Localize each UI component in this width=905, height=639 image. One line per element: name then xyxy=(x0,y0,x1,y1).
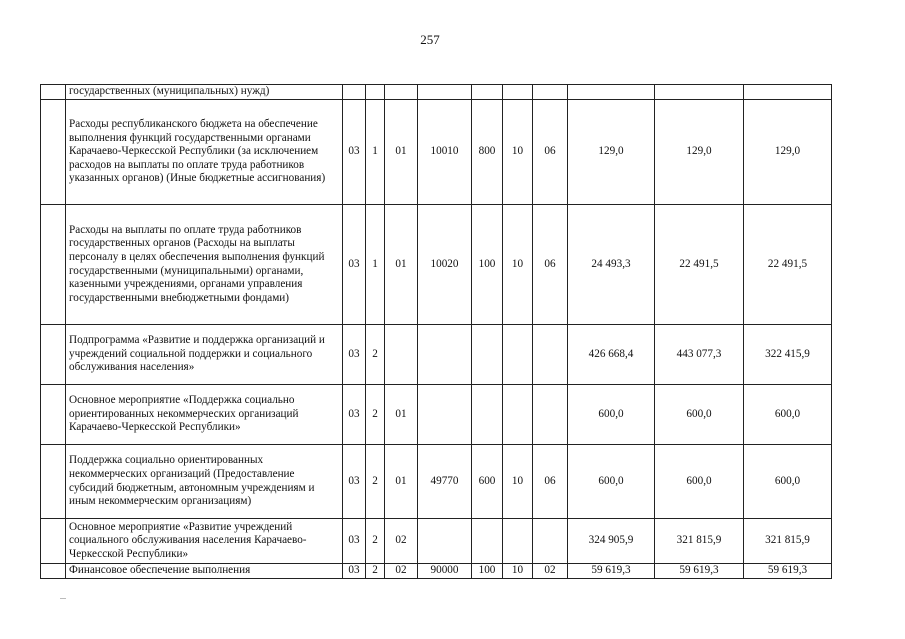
amount-year-3-cell xyxy=(744,85,832,100)
program-code-cell: 03 xyxy=(343,205,366,325)
direction-code-cell xyxy=(418,85,472,100)
section-code-cell xyxy=(503,85,533,100)
description-cell: Основное мероприятие «Поддержка социально ориентированных некоммерческих организаций Карачаево-Черкесской Республики» xyxy=(66,385,343,445)
description-cell: государственных (муниципальных) нужд) xyxy=(66,85,343,100)
expense-type-cell: 800 xyxy=(472,100,503,205)
amount-year-3-cell: 600,0 xyxy=(744,385,832,445)
table-row xyxy=(41,445,832,519)
subprogram-code-cell xyxy=(366,85,385,100)
expense-type-cell: 600 xyxy=(472,445,503,519)
amount-year-1-cell: 426 668,4 xyxy=(568,325,655,385)
amount-year-2-cell: 22 491,5 xyxy=(655,205,744,325)
activity-code-cell xyxy=(385,325,418,385)
table-row xyxy=(41,205,832,325)
table-row xyxy=(41,100,832,205)
activity-code-cell: 01 xyxy=(385,385,418,445)
section-code-cell: 10 xyxy=(503,100,533,205)
expense-type-cell xyxy=(472,85,503,100)
section-code-cell: 10 xyxy=(503,445,533,519)
amount-year-3-cell: 322 415,9 xyxy=(744,325,832,385)
amount-year-1-cell: 600,0 xyxy=(568,385,655,445)
amount-year-2-cell: 129,0 xyxy=(655,100,744,205)
row-index-cell xyxy=(41,325,66,385)
activity-code-cell xyxy=(385,85,418,100)
row-index-cell xyxy=(41,205,66,325)
activity-code-cell: 01 xyxy=(385,445,418,519)
direction-code-cell: 49770 xyxy=(418,445,472,519)
amount-year-2-cell xyxy=(655,85,744,100)
subsection-code-cell: 06 xyxy=(533,205,568,325)
amount-year-3-cell: 321 815,9 xyxy=(744,519,832,564)
subprogram-code-cell: 1 xyxy=(366,100,385,205)
subprogram-code-cell: 1 xyxy=(366,205,385,325)
section-code-cell: 10 xyxy=(503,205,533,325)
expense-type-cell xyxy=(472,325,503,385)
expense-type-cell xyxy=(472,385,503,445)
description-cell: Финансовое обеспечение выполнения xyxy=(66,564,343,579)
description-cell: Поддержка социально ориентированных некоммерческих организаций (Предоставление субсидий бюджетным, автономным учреждениям и иным некоммерческим организациям) xyxy=(66,445,343,519)
program-code-cell xyxy=(343,85,366,100)
row-index-cell xyxy=(41,519,66,564)
budget-table-body xyxy=(41,85,832,579)
activity-code-cell: 02 xyxy=(385,519,418,564)
program-code-cell: 03 xyxy=(343,100,366,205)
direction-code-cell: 10020 xyxy=(418,205,472,325)
row-index-cell xyxy=(41,385,66,445)
amount-year-1-cell: 59 619,3 xyxy=(568,564,655,579)
table-row xyxy=(41,385,832,445)
section-code-cell xyxy=(503,519,533,564)
row-index-cell xyxy=(41,445,66,519)
amount-year-1-cell: 24 493,3 xyxy=(568,205,655,325)
row-index-cell xyxy=(41,100,66,205)
activity-code-cell: 01 xyxy=(385,100,418,205)
description-cell: Расходы на выплаты по оплате труда работников государственных органов (Расходы на выплаты персоналу в целях обеспечения выполнения функций государственными (муниципальными) органами, казенными учреждениями, органами управления государственными внебюджетными фондами) xyxy=(66,205,343,325)
page-number: 257 xyxy=(420,32,440,47)
program-code-cell: 03 xyxy=(343,445,366,519)
table-row xyxy=(41,325,832,385)
subprogram-code-cell: 2 xyxy=(366,564,385,579)
amount-year-2-cell: 600,0 xyxy=(655,445,744,519)
description-cell: Расходы республиканского бюджета на обеспечение выполнения функций государственными органами Карачаево-Черкесской Республики (за исключением расходов на выплаты по оплате труда работников указанных органов) (Иные бюджетные ассигнования) xyxy=(66,100,343,205)
activity-code-cell: 01 xyxy=(385,205,418,325)
section-code-cell xyxy=(503,325,533,385)
amount-year-1-cell: 600,0 xyxy=(568,445,655,519)
program-code-cell: 03 xyxy=(343,564,366,579)
row-index-cell xyxy=(41,564,66,579)
description-cell: Основное мероприятие «Развитие учреждений социального обслуживания населения Карачаево-Черкесской Республики» xyxy=(66,519,343,564)
subsection-code-cell xyxy=(533,385,568,445)
table-row xyxy=(41,519,832,564)
subprogram-code-cell: 2 xyxy=(366,519,385,564)
budget-table xyxy=(40,84,832,579)
row-index-cell xyxy=(41,85,66,100)
section-code-cell: 10 xyxy=(503,564,533,579)
activity-code-cell: 02 xyxy=(385,564,418,579)
table-row xyxy=(41,85,832,100)
amount-year-1-cell: 324 905,9 xyxy=(568,519,655,564)
amount-year-2-cell: 443 077,3 xyxy=(655,325,744,385)
section-code-cell xyxy=(503,385,533,445)
subsection-code-cell: 06 xyxy=(533,445,568,519)
program-code-cell: 03 xyxy=(343,385,366,445)
program-code-cell: 03 xyxy=(343,519,366,564)
direction-code-cell xyxy=(418,325,472,385)
direction-code-cell: 10010 xyxy=(418,100,472,205)
direction-code-cell xyxy=(418,519,472,564)
subprogram-code-cell: 2 xyxy=(366,385,385,445)
scan-artifact xyxy=(60,598,66,599)
amount-year-1-cell xyxy=(568,85,655,100)
direction-code-cell xyxy=(418,385,472,445)
subsection-code-cell xyxy=(533,519,568,564)
subsection-code-cell xyxy=(533,325,568,385)
amount-year-2-cell: 600,0 xyxy=(655,385,744,445)
description-cell: Подпрограмма «Развитие и поддержка организаций и учреждений социальной поддержки и социального обслуживания населения» xyxy=(66,325,343,385)
amount-year-2-cell: 59 619,3 xyxy=(655,564,744,579)
amount-year-3-cell: 59 619,3 xyxy=(744,564,832,579)
amount-year-3-cell: 129,0 xyxy=(744,100,832,205)
expense-type-cell: 100 xyxy=(472,205,503,325)
table-row xyxy=(41,564,832,579)
expense-type-cell: 100 xyxy=(472,564,503,579)
expense-type-cell xyxy=(472,519,503,564)
subsection-code-cell: 06 xyxy=(533,100,568,205)
amount-year-2-cell: 321 815,9 xyxy=(655,519,744,564)
subsection-code-cell xyxy=(533,85,568,100)
amount-year-3-cell: 22 491,5 xyxy=(744,205,832,325)
program-code-cell: 03 xyxy=(343,325,366,385)
amount-year-3-cell: 600,0 xyxy=(744,445,832,519)
direction-code-cell: 90000 xyxy=(418,564,472,579)
subprogram-code-cell: 2 xyxy=(366,325,385,385)
subprogram-code-cell: 2 xyxy=(366,445,385,519)
subsection-code-cell: 02 xyxy=(533,564,568,579)
amount-year-1-cell: 129,0 xyxy=(568,100,655,205)
